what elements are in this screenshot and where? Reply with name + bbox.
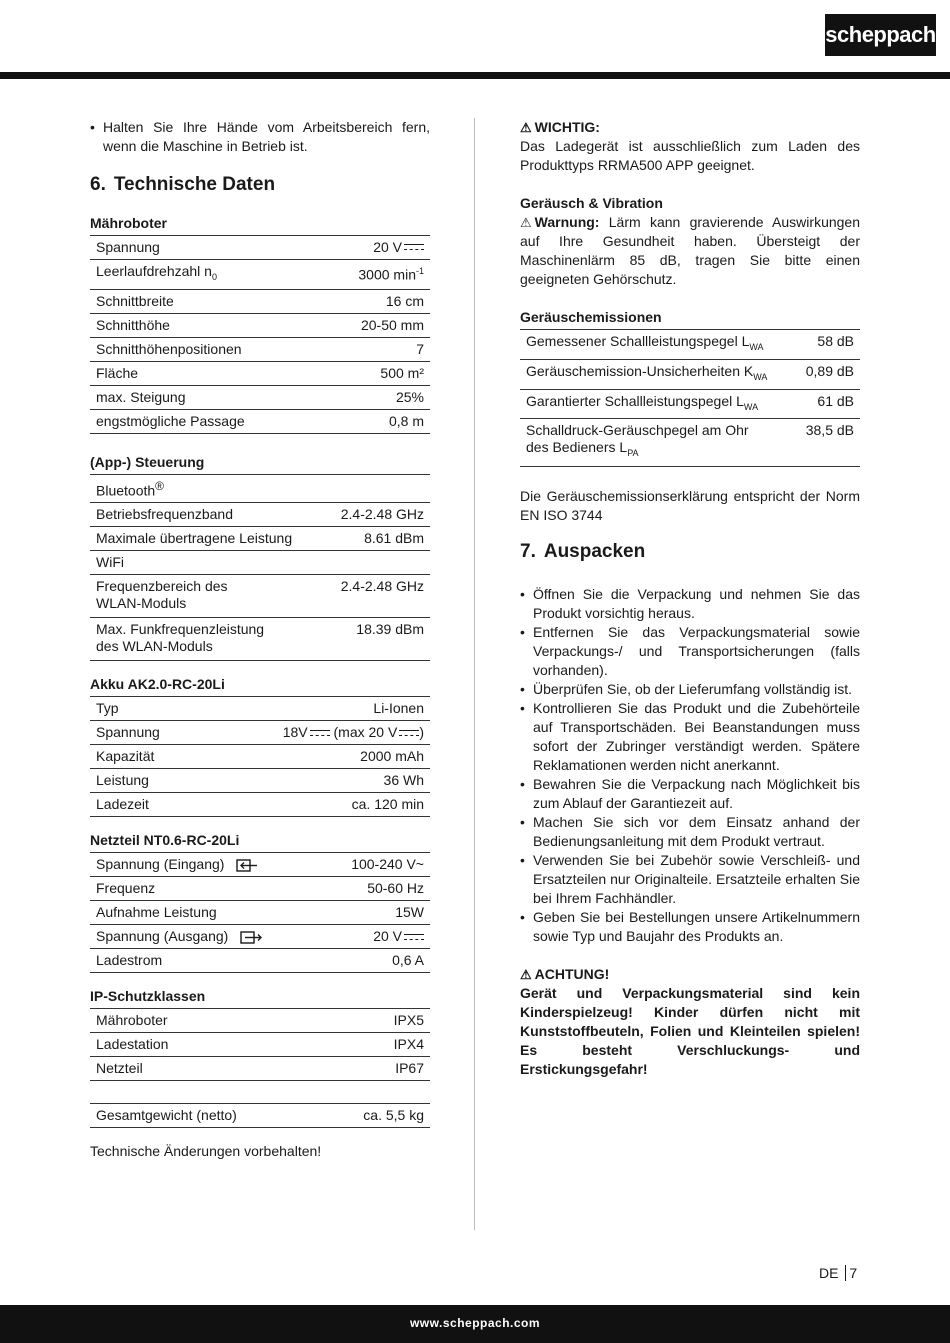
input-plug-icon bbox=[236, 859, 258, 872]
list-item: • Kontrollieren Sie das Produkt und die Zubehörteile auf Transportschäden. Bei Beanstandungen muss sofort der Zubringer verständigt werden. Spätere Reklamationen werden nicht anerkannt. bbox=[520, 699, 860, 775]
row-value: 18.39 dBm bbox=[356, 621, 424, 638]
table-row bbox=[90, 697, 430, 721]
section-heading-6 bbox=[90, 174, 430, 196]
row-key: Kapazität bbox=[96, 748, 155, 765]
row-key: Leerlaufdrehzahl $n_0$ bbox=[96, 263, 217, 282]
table-row bbox=[90, 362, 430, 386]
table-row bbox=[90, 551, 430, 575]
table-row bbox=[90, 338, 430, 362]
list-item: • Überprüfen Sie, ob der Lieferumfang vollständig ist. bbox=[520, 680, 860, 699]
row-value: 3000 $\min^{-1}$ bbox=[358, 266, 424, 283]
row-value: 2.4-2.48 GHz bbox=[340, 506, 424, 523]
auspacken-list bbox=[520, 585, 860, 946]
row-value: 38,5 dB bbox=[805, 422, 854, 439]
warnung-text: ⚠ Warnung: Lärm kann gravierende Auswirkungen auf Ihre Gesundheit haben. Übersteigt der Maschinenlärm 85 dB, tragen Sie bitte einen geeigneten Gehörschutz. bbox=[520, 214, 860, 287]
row-value: IP67 bbox=[395, 1060, 424, 1077]
row-value: 2.4-2.48 GHz bbox=[340, 578, 424, 595]
table-row bbox=[90, 410, 430, 434]
row-key: Betriebsfrequenzband bbox=[96, 506, 233, 523]
brand-logo: scheppach bbox=[825, 14, 936, 56]
list-item: • Entfernen Sie das Verpackungsmaterial sowie Verpackungs-/ und Transportsicherungen (falls vorhanden). bbox=[520, 623, 860, 680]
table-row bbox=[90, 503, 430, 527]
row-key: Spannung (Ausgang) bbox=[96, 928, 373, 945]
list-item: • Bewahren Sie die Verpackung nach Möglichkeit bis zum Ablauf der Garantiezeit auf. bbox=[520, 775, 860, 813]
row-key: Spannung (Eingang) bbox=[96, 856, 351, 873]
table-row bbox=[90, 925, 430, 949]
table-row bbox=[90, 1104, 430, 1128]
footer-url: www.scheppach.com bbox=[0, 1305, 950, 1343]
header-rule bbox=[0, 72, 950, 79]
table-row bbox=[90, 236, 430, 260]
row-key: Leistung bbox=[96, 772, 149, 789]
table-row bbox=[90, 386, 430, 410]
wichtig-heading: ⚠ WICHTIG: bbox=[520, 119, 600, 135]
table-row bbox=[90, 1057, 430, 1081]
table-title: IP-Schutzklassen bbox=[90, 987, 430, 1009]
row-key: Mähroboter bbox=[96, 1012, 168, 1029]
warning-triangle-icon: ⚠ bbox=[520, 215, 532, 230]
table-row bbox=[90, 575, 430, 618]
table-row bbox=[90, 901, 430, 925]
list-item: • Machen Sie sich vor dem Einsatz anhand der Bedienungsanleitung mit dem Produkt vertraut. bbox=[520, 813, 860, 851]
row-value: ca. 120 min bbox=[351, 796, 424, 813]
intro-list bbox=[90, 118, 430, 156]
row-value: Li-Ionen bbox=[373, 700, 424, 717]
table-title: Netzteil NT0.6-RC-20Li bbox=[90, 831, 430, 853]
row-key: Typ bbox=[96, 700, 119, 717]
row-key: Gesamtgewicht (netto) bbox=[96, 1107, 237, 1124]
achtung-heading: ⚠ ACHTUNG! bbox=[520, 966, 610, 983]
row-key: Bluetooth® bbox=[96, 478, 165, 499]
table-title: (App-) Steuerung bbox=[90, 453, 430, 475]
row-value: 0,89 dB bbox=[805, 362, 854, 379]
table-row bbox=[90, 949, 430, 973]
row-key: Spannung bbox=[96, 239, 160, 255]
list-item: • Öffnen Sie die Verpackung und nehmen Sie das Produkt vorsichtig heraus. bbox=[520, 585, 860, 623]
table-row bbox=[90, 877, 430, 901]
list-item: • Verwenden Sie bei Zubehör sowie Verschleiß- und Ersatzteilen nur Originalteile. Ersatzteile erhalten Sie bei Ihrem Fachhändler. bbox=[520, 851, 860, 908]
dc-symbol-icon bbox=[310, 730, 330, 738]
row-value: 50-60 Hz bbox=[367, 880, 424, 897]
row-key: Ladezeit bbox=[96, 796, 149, 813]
table-row bbox=[90, 1009, 430, 1033]
row-key: Fläche bbox=[96, 364, 139, 381]
section-title: Auspacken bbox=[543, 541, 646, 563]
section-number: 6. bbox=[90, 174, 106, 195]
table-row bbox=[90, 769, 430, 793]
row-key: engstmögliche Passage bbox=[96, 412, 245, 429]
left-column bbox=[90, 118, 430, 1161]
table-row bbox=[520, 419, 860, 467]
row-key: Frequenzbereich des WLAN-Moduls bbox=[96, 578, 228, 612]
row-value: ca. 5,5 kg bbox=[363, 1107, 424, 1124]
row-key: Netzteil bbox=[96, 1060, 143, 1077]
table-row bbox=[90, 475, 430, 504]
row-key: max. Steigung bbox=[96, 388, 186, 405]
right-column bbox=[520, 118, 860, 1079]
table-title: Akku AK2.0-RC-20Li bbox=[90, 675, 430, 697]
row-value: IPX5 bbox=[393, 1012, 424, 1029]
row-value: 7 bbox=[416, 340, 424, 357]
table-row bbox=[520, 360, 860, 390]
row-key: Schalldruck-Geräuschpegel am Ohr des Bedieners $L_{PA}$ bbox=[526, 422, 749, 459]
section-heading-7 bbox=[520, 541, 860, 563]
row-key: Geräuschemission-Unsicherheiten $K_{WA}$ bbox=[526, 362, 768, 382]
row-key: Garantierter Schallleistungspegel $L_{WA}$ bbox=[526, 392, 759, 412]
table-netzteil bbox=[90, 831, 430, 973]
list-item: • Halten Sie Ihre Hände vom Arbeitsbereich fern, wenn die Maschine in Betrieb ist. bbox=[90, 118, 430, 156]
row-value: 61 dB bbox=[817, 392, 854, 409]
table-row bbox=[90, 260, 430, 290]
table-row bbox=[520, 390, 860, 420]
table-row bbox=[520, 330, 860, 360]
achtung-text: Gerät und Verpackungsmaterial sind kein Kinderspielzeug! Kinder dürfen nicht mit Kunststoffbeuteln, Folien und Kleinteilen spielen! Es besteht Verschluckungs- und Erstickungsgefahr! bbox=[520, 985, 860, 1078]
row-value: 16 cm bbox=[385, 292, 424, 309]
table-row bbox=[90, 721, 430, 745]
row-key: Spannung bbox=[96, 724, 160, 741]
table-gewicht bbox=[90, 1103, 430, 1128]
section-title: Technische Daten bbox=[113, 174, 276, 195]
row-value: 0,6 A bbox=[392, 952, 424, 969]
warning-triangle-icon: ⚠ bbox=[520, 967, 532, 983]
table-maehroboter bbox=[90, 214, 430, 434]
warning-triangle-icon: ⚠ bbox=[520, 120, 532, 135]
output-plug-icon bbox=[240, 931, 262, 944]
row-key: Maximale übertragene Leistung bbox=[96, 530, 293, 547]
row-key: Aufnahme Leistung bbox=[96, 904, 217, 921]
row-value: 20-50 mm bbox=[360, 316, 424, 333]
row-value: 58 dB bbox=[817, 333, 854, 349]
row-key: Schnitthöhenpositionen bbox=[96, 340, 242, 357]
table-geraeuschemissionen bbox=[520, 308, 860, 467]
table-row bbox=[90, 527, 430, 551]
row-value: 0,8 m bbox=[388, 412, 424, 429]
row-key: Schnitthöhe bbox=[96, 316, 170, 333]
norm-text: Die Geräuschemissionserklärung entspricht der Norm EN ISO 3744 bbox=[520, 488, 860, 524]
table-row bbox=[90, 290, 430, 314]
table-app-steuerung bbox=[90, 453, 430, 662]
dc-symbol-icon bbox=[404, 244, 424, 252]
row-key: Ladestrom bbox=[96, 952, 163, 969]
row-value: 18V (max 20 V ) bbox=[282, 724, 424, 741]
row-key: Ladestation bbox=[96, 1036, 169, 1053]
page-number: DE 7 bbox=[819, 1265, 858, 1281]
technical-note: Technische Änderungen vorbehalten! bbox=[90, 1143, 322, 1160]
section-number: 7. bbox=[520, 541, 536, 563]
table-row bbox=[90, 853, 430, 877]
row-key: WiFi bbox=[96, 554, 124, 571]
table-row bbox=[90, 745, 430, 769]
table-row bbox=[90, 314, 430, 338]
row-key: Max. Funkfrequenzleistung des WLAN-Moduls bbox=[96, 621, 265, 655]
table-row bbox=[90, 793, 430, 817]
wichtig-text: Das Ladegerät ist ausschließlich zum Laden des Produkttyps RRMA500 APP geeignet. bbox=[520, 138, 860, 173]
dc-symbol-icon bbox=[404, 934, 424, 942]
geraeusch-heading: Geräusch & Vibration bbox=[520, 195, 663, 211]
row-key: Schnittbreite bbox=[96, 292, 174, 309]
row-value: 20 V bbox=[373, 239, 424, 256]
row-key: Frequenz bbox=[96, 880, 156, 897]
row-value: IPX4 bbox=[393, 1036, 424, 1053]
row-value: 36 Wh bbox=[383, 772, 424, 789]
table-title: Mähroboter bbox=[90, 214, 430, 236]
row-value: 15W bbox=[395, 904, 424, 921]
table-ip-schutzklassen bbox=[90, 987, 430, 1081]
row-value: 100-240 V~ bbox=[351, 856, 424, 873]
column-divider bbox=[474, 118, 475, 1230]
row-value: 500 m² bbox=[380, 364, 424, 381]
table-row bbox=[90, 1033, 430, 1057]
row-key: Gemessener Schallleistungspegel $L_{WA}$ bbox=[526, 333, 764, 352]
row-value: 20 V bbox=[373, 928, 424, 945]
list-item: • Geben Sie bei Bestellungen unsere Artikelnummern sowie Typ und Baujahr des Produkts an. bbox=[520, 908, 860, 946]
row-value: 2000 mAh bbox=[360, 748, 424, 765]
table-row bbox=[90, 618, 430, 661]
table-akku bbox=[90, 675, 430, 817]
row-value: 8.61 dBm bbox=[364, 530, 424, 547]
row-value: 25% bbox=[395, 388, 424, 405]
dc-symbol-icon bbox=[399, 730, 419, 738]
table-title: Geräuschemissionen bbox=[520, 308, 860, 330]
